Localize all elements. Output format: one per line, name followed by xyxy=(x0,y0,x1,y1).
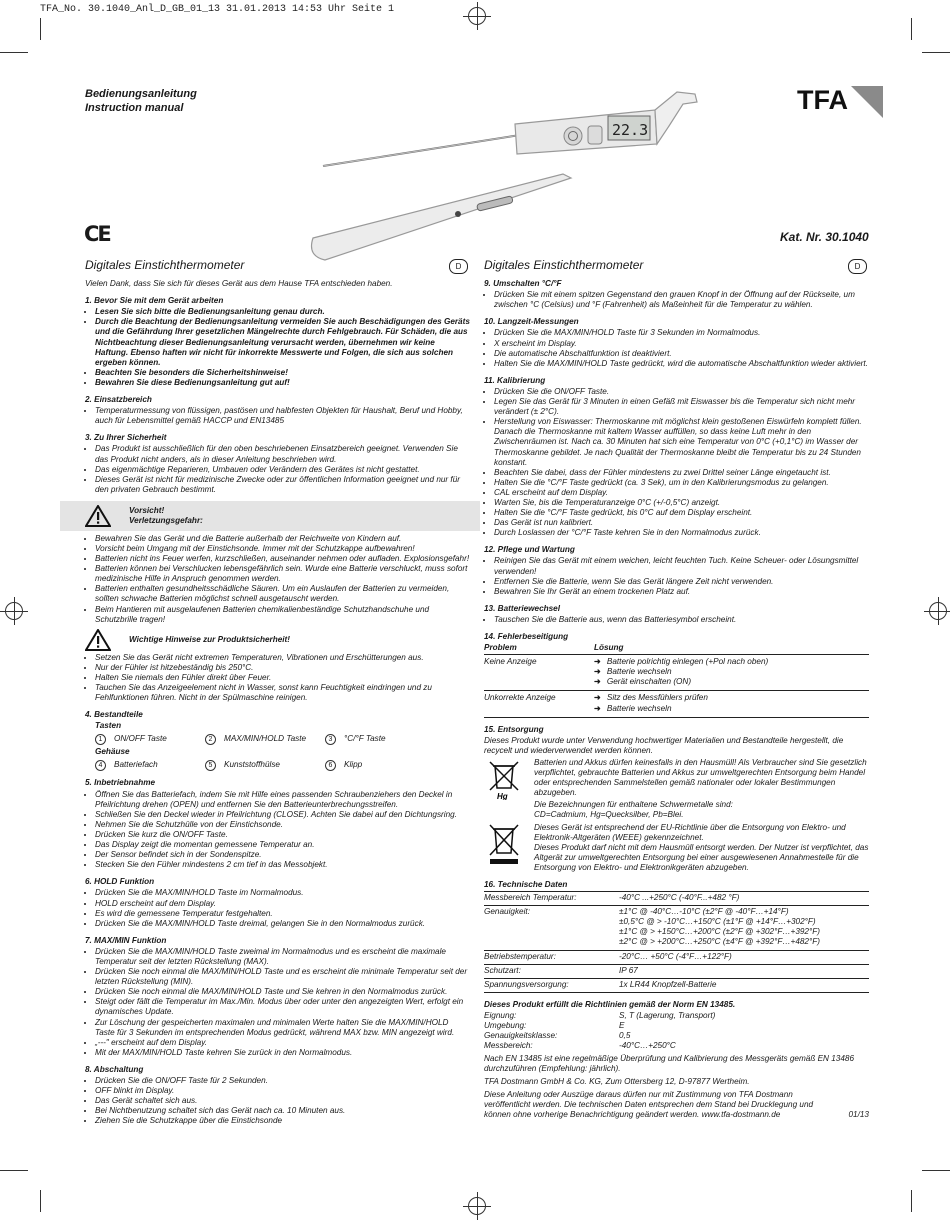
section-heading: 3. Zu Ihrer Sicherheit xyxy=(85,433,167,443)
crop-mark xyxy=(0,1170,28,1171)
troubleshooting-table xyxy=(484,643,869,718)
section-12-list xyxy=(484,556,869,596)
list-item: • Setzen Sie das Gerät nicht extremen Temperaturen, Vibrationen und Erschütterungen aus. xyxy=(95,653,470,663)
display-reading: 22.3 xyxy=(612,121,649,139)
list-item: • Bewahren Sie Ihr Gerät an einem trockenen Platz auf. xyxy=(494,587,869,597)
norm-heading: Dieses Produkt erfüllt die Richtlinien gemäß der Norm EN 13485. xyxy=(484,999,736,1009)
part-item: 6 Klipp xyxy=(325,760,455,771)
list-item: • Nur der Fühler ist hitzebeständig bis 250°C. xyxy=(95,663,470,673)
title-english: Instruction manual xyxy=(85,102,184,114)
arrow-right-icon: ➜ xyxy=(594,693,601,703)
list-item: • „---" erscheint auf dem Display. xyxy=(95,1038,470,1048)
list-item: • Durch die Beachtung der Bedienungsanleitung vermeiden Sie auch Beschädigungen des Geräts und die Gefährdung Ihrer gesetzlichen Mängelrechte durch Fehlgebrauch. Für Schäden, die aus Nichtbeachtung dieser Bedienungsanleitung verursacht werden, übernehmen wir keine Haftung. Ebenso haften wir nicht für inkorrekte Messwerte und Folgen, die sich aus solchen ergeben können. xyxy=(95,317,470,367)
list-item: • Bei Nichtbenutzung schaltet sich das Gerät nach ca. 10 Minuten aus. xyxy=(95,1106,470,1116)
warning-box xyxy=(60,501,480,531)
number-circle-icon: 6 xyxy=(325,760,336,771)
intro-text: Vielen Dank, dass Sie sich für dieses Gerät aus dem Hause TFA entschieden haben. xyxy=(85,279,393,289)
list-item: • Ziehen Sie die Schutzkappe über die Einstichsonde xyxy=(95,1116,470,1126)
safety-list xyxy=(85,653,470,703)
list-item: • Drücken Sie die MAX/MIN/HOLD Taste zweimal im Normalmodus und es erscheint die maximale Temperatur seit der letzten Rückstellung (MAX). xyxy=(95,947,470,967)
weee-bin-icon xyxy=(484,823,524,867)
language-badge: D xyxy=(848,259,867,274)
list-item: • Dieses Gerät ist nicht für medizinische Zwecke oder zur öffentlichen Information geeignet und nur für den privaten Gebrauch bestimmt. xyxy=(95,475,470,495)
table-cell: Genauigkeit: xyxy=(484,906,619,950)
number-circle-icon: 3 xyxy=(325,734,336,745)
table-row xyxy=(484,1011,869,1021)
list-item: • Tauschen Sie die Batterie aus, wenn das Batteriesymbol erscheint. xyxy=(494,615,869,625)
list-item: • Durch Loslassen der °C/°F Taste kehren Sie in den Normalmodus zurück. xyxy=(494,528,869,538)
list-item: • Tauchen Sie das Anzeigeelement nicht in Wasser, sonst kann Feuchtigkeit eindringen und zu Fehlfunktionen führen. Nicht in der Spülmaschine reinigen. xyxy=(95,683,470,703)
list-item: • Drücken Sie die MAX/MIN/HOLD Taste im Normalmodus. xyxy=(95,888,470,898)
safety-notice-heading: Wichtige Hinweise zur Produktsicherheit! xyxy=(129,634,290,644)
list-item: • Zur Löschung der gespeicherten maximalen und minimalen Werte halten Sie die MAX/MIN/HOLD Taste für 3 Sekunden im entsprechenden Modus gedrückt, während MAX bzw. MIN angezeigt wird. xyxy=(95,1018,470,1038)
list-item: • Das Gerät schaltet sich aus. xyxy=(95,1096,470,1106)
list-item: • Halten Sie die MAX/MIN/HOLD Taste gedrückt, wird die automatische Abschaltfunktion wieder aktiviert. xyxy=(494,359,869,369)
table-cell: Spannungsversorgung: xyxy=(484,978,619,992)
table-cell: ±1°C @ -40°C…-10°C (±2°F @ -40°F…+14°F) ±0,5°C @ > -10°C…+150°C (±1°F @ +14°F…+302°F) ±1°C @ > +150°C…+200°C (±2°F @ +302°F…+392°F) ±2°C @ > +200°C…+250°C (±4°F @ +392°F…+482°F) xyxy=(619,906,869,950)
list-item: • Die automatische Abschaltfunktion ist deaktiviert. xyxy=(494,349,869,359)
registration-mark-icon xyxy=(468,1197,486,1215)
list-item: • Halten Sie die °C/°F Taste gedrückt, bis 0°C auf dem Display erscheint. xyxy=(494,508,869,518)
print-slug: TFA_No. 30.1040_Anl_D_GB_01_13 31.01.2013 14:53 Uhr Seite 1 xyxy=(40,4,395,15)
table-cell: -40°C…+250°C xyxy=(619,1041,676,1051)
table-cell: Schutzart: xyxy=(484,964,619,978)
arrow-right-icon: ➜ xyxy=(594,657,601,667)
ce-mark: CE xyxy=(84,222,110,246)
table-row xyxy=(484,691,869,717)
list-item: • Batterien nicht ins Feuer werfen, kurzschließen, auseinander nehmen oder aufladen. Explosionsgefahr! xyxy=(95,554,470,564)
section-heading: 6. HOLD Funktion xyxy=(85,877,155,887)
list-item: • X erscheint im Display. xyxy=(494,339,869,349)
list-item: • OFF blinkt im Display. xyxy=(95,1086,470,1096)
list-item: • Drücken Sie die MAX/MIN/HOLD Taste für 3 Sekunden im Normalmodus. xyxy=(494,328,869,338)
table-cell: Betriebstemperatur: xyxy=(484,950,619,964)
section-heading: 13. Batteriewechsel xyxy=(484,603,561,613)
part-item: 3 °C/°F Taste xyxy=(325,734,455,745)
table-cell: ➜ Sitz des Messfühlers prüfen ➜ Batterie wechseln xyxy=(594,691,869,717)
part-item: 5 Kunststoffhülse xyxy=(205,760,325,771)
number-circle-icon: 1 xyxy=(95,734,106,745)
right-column-title: Digitales Einstichthermometer D xyxy=(484,260,869,270)
list-item: • HOLD erscheint auf dem Display. xyxy=(95,899,470,909)
section-2-list xyxy=(85,406,470,426)
page-code: 01/13 xyxy=(848,1109,869,1119)
list-item: • CAL erscheint auf dem Display. xyxy=(494,488,869,498)
title-german: Bedienungsanleitung xyxy=(85,88,197,100)
list-item: • Bewahren Sie diese Bedienungsanleitung gut auf! xyxy=(95,378,470,388)
crop-mark xyxy=(40,1190,41,1212)
list-item: • Stecken Sie den Fühler mindestens 2 cm tief in das Messobjekt. xyxy=(95,860,470,870)
list-item: • Mit der MAX/MIN/HOLD Taste kehren Sie zurück in den Normalmodus. xyxy=(95,1048,470,1058)
list-item: • Drücken Sie die ON/OFF Taste für 2 Sekunden. xyxy=(95,1076,470,1086)
list-item: • Es wird die gemessene Temperatur festgehalten. xyxy=(95,909,470,919)
battery-text: Batterien und Akkus dürfen keinesfalls in den Hausmüll! Als Verbraucher sind Sie gesetzlich verpflichtet, gebrauchte Batterien und Akkus zur umweltgerechten Entsorgung beim Handel oder entsprechenden Sammelstellen gemäß nationaler oder lokaler Bestimmungen abzugeben. xyxy=(534,757,867,798)
list-item: • Das Produkt ist ausschließlich für den oben beschriebenen Einsatzbereich geeignet. Verwenden Sie das Produkt nicht anders, als in dieser Anleitung beschrieben wird. xyxy=(95,444,470,464)
list-item: • Lesen Sie sich bitte die Bedienungsanleitung genau durch. xyxy=(95,307,470,317)
list-item: • Herstellung von Eiswasser: Thermoskanne mit möglichst klein gestoßenen Eiswürfeln komplett füllen. Danach die Thermoskanne mit kaltem Wasser auffüllen, so dass keine Luft mehr in den Zwischenräumen ist. Nach ca. 30 Minuten hat sich eine Temperatur von 0°C (+0,1°C) im Wasser der Thermoskanne gebildet. Je nach Qualität der Thermoskanne bleibt die Temperatur bis zu 24 Stunden konstant. xyxy=(494,417,869,467)
left-column-title: Digitales Einstichthermometer D xyxy=(85,260,470,270)
registration-mark-icon xyxy=(468,7,486,25)
table-row xyxy=(484,906,869,950)
section-heading: 10. Langzeit-Messungen xyxy=(484,317,579,327)
section-heading: 11. Kalibrierung xyxy=(484,375,546,385)
list-item: • Beachten Sie besonders die Sicherheitshinweise! xyxy=(95,368,470,378)
list-item: • Temperaturmessung von flüssigen, pastösen und halbfesten Objekten für Haushalt, Beruf und Hobby, auch für Lebensmittel gemäß HACCP und EN13485 xyxy=(95,406,470,426)
column-header: Lösung xyxy=(594,643,869,655)
list-item: • Bewahren Sie das Gerät und die Batterie außerhalb der Reichweite von Kindern auf. xyxy=(95,534,470,544)
part-item: 2 MAX/MIN/HOLD Taste xyxy=(205,734,325,745)
norm-table xyxy=(484,1011,869,1051)
table-cell: Eignung: xyxy=(484,1010,517,1020)
list-item: • Öffnen Sie das Batteriefach, indem Sie mit Hilfe eines passenden Schraubenziehers den Deckel in Pfeilrichtung drehen (OPEN) und entfernen Sie den Batterieunterbrechungsstreifen. xyxy=(95,790,470,810)
tfa-logo xyxy=(795,84,883,118)
section-heading: 8. Abschaltung xyxy=(85,1064,144,1074)
section-heading: 1. Bevor Sie mit dem Gerät arbeiten xyxy=(85,296,224,306)
section-heading: 15. Entsorgung xyxy=(484,724,544,734)
list-item: • Warten Sie, bis die Temperaturanzeige 0°C (+/-0,5°C) anzeigt. xyxy=(494,498,869,508)
table-cell: Umgebung: xyxy=(484,1021,527,1030)
list-item: • Beachten Sie dabei, dass der Fühler mindestens zu zwei Drittel seiner Länge eingetaucht ist. xyxy=(494,468,869,478)
table-cell: IP 67 xyxy=(619,964,869,978)
warning-line-2: Verletzungsgefahr: xyxy=(129,515,203,525)
section-heading: 4. Bestandteile xyxy=(85,710,143,720)
table-row xyxy=(484,892,869,906)
section-heading: 7. MAX/MIN Funktion xyxy=(85,935,167,945)
table-cell: E xyxy=(619,1021,625,1030)
list-item: • Halten Sie niemals den Fühler direkt über Feuer. xyxy=(95,673,470,683)
svg-text:Hg: Hg xyxy=(497,791,508,800)
crop-mark xyxy=(0,52,28,53)
arrow-right-icon: ➜ xyxy=(594,667,601,677)
registration-mark-icon xyxy=(5,602,23,620)
list-item: • Das eigenmächtige Reparieren, Umbauen oder Verändern des Gerätes ist nicht gestattet. xyxy=(95,465,470,475)
list-item: • Nehmen Sie die Schutzhülle von der Einstichsonde. xyxy=(95,820,470,830)
section-11-list xyxy=(484,387,869,538)
document-title xyxy=(85,87,197,115)
battery-text-3: CD=Cadmium, Hg=Quecksilber, Pb=Blei. xyxy=(534,810,684,820)
part-item: 4 Batteriefach xyxy=(95,760,205,771)
table-row xyxy=(484,978,869,992)
weee-text-2: Dieses Produkt darf nicht mit dem Hausmüll entsorgt werden. Der Nutzer ist verpflichtet, das Altgerät zur umweltgerechten Entsorgung bei einer ausgewiesenen Annahmestelle für die Entsorgung von Elektro- und Elektronikgeräten abzugeben. xyxy=(534,842,869,872)
table-cell: ➜ Batterie polrichtig einlegen (+Pol nach oben) ➜ Batterie wechseln ➜ Gerät einschalten (ON) xyxy=(594,655,869,691)
company-address: TFA Dostmann GmbH & Co. KG, Zum Ottersberg 12, D-97877 Wertheim. xyxy=(484,1077,750,1087)
disposal-intro: Dieses Produkt wurde unter Verwendung hochwertiger Materialien und Bestandteile hergestellt, die recycelt und wiederverwendet werden können. xyxy=(484,735,844,755)
table-cell: Messbereich Temperatur: xyxy=(484,892,619,906)
table-cell: Keine Anzeige xyxy=(484,655,594,691)
crop-mark xyxy=(911,18,912,40)
section-13-list xyxy=(484,615,869,625)
table-row xyxy=(484,655,869,691)
language-badge: D xyxy=(449,259,468,274)
list-item: • Drücken Sie noch einmal die MAX/MIN/HOLD Taste und es erscheint die minimale Temperatur seit der letzten Rückstellung (MIN). xyxy=(95,967,470,987)
section-heading: 12. Pflege und Wartung xyxy=(484,545,575,555)
list-item: • Halten Sie die °C/°F Taste gedrückt (ca. 3 Sek), um in den Kalibrierungsmodus zu gelangen. xyxy=(494,478,869,488)
section-heading: 16. Technische Daten xyxy=(484,879,568,889)
right-column xyxy=(484,260,869,1120)
section-9-list xyxy=(484,290,869,310)
crossed-bin-battery-icon xyxy=(484,758,524,800)
warning-triangle-icon xyxy=(85,629,111,651)
list-item: • Das Display zeigt die momentan gemessene Temperatur an. xyxy=(95,840,470,850)
list-item: • Reinigen Sie das Gerät mit einem weichen, leicht feuchten Tuch. Keine Scheuer- oder Lösungsmittel verwenden! xyxy=(494,556,869,576)
weee-text: Dieses Gerät ist entsprechend der EU-Richtlinie über die Entsorgung von Elektro- und Elektronik-Altgeräten (WEEE) gekennzeichnet. xyxy=(534,822,846,842)
list-item: • Batterien enthalten gesundheitsschädliche Säuren. Um ein Auslaufen der Batterien zu vermeiden, sollten schwache Batterien möglichst schnell ausgetauscht werden. xyxy=(95,584,470,604)
table-cell: Messbereich: xyxy=(484,1041,533,1051)
list-item: • Legen Sie das Gerät für 3 Minuten in einen Gefäß mit Eiswasser bis die Temperatur sich nicht mehr verändert (± 2°C). xyxy=(494,397,869,417)
keys-list xyxy=(95,734,470,745)
section-8-list xyxy=(85,1076,470,1126)
list-item: • Batterien können bei Verschlucken lebensgefährlich sein. Wurde eine Batterie verschluckt, muss sofort medizinische Hilfe in Anspruch genommen werden. xyxy=(95,564,470,584)
column-header: Problem xyxy=(484,643,594,655)
list-item: • Drücken Sie mit einem spitzen Gegenstand den grauen Knopf in der Öffnung auf der Rückseite, um zwischen °C (Celsius) und °F (Fahrenheit) als Maßeinheit für die Temperatur zu wählen. xyxy=(494,290,869,310)
table-cell: Genauigkeitsklasse: xyxy=(484,1031,558,1041)
list-item: • Entfernen Sie die Batterie, wenn Sie das Gerät längere Zeit nicht verwenden. xyxy=(494,577,869,587)
number-circle-icon: 4 xyxy=(95,760,106,771)
section-heading: 9. Umschalten °C/°F xyxy=(484,279,562,289)
list-item: • Drücken Sie die ON/OFF Taste. xyxy=(494,387,869,397)
section-5-list xyxy=(85,790,470,871)
table-cell: Unkorrekte Anzeige xyxy=(484,691,594,717)
subheading-housing: Gehäuse xyxy=(95,747,130,757)
table-cell: -20°C… +50°C (-4°F…+122°F) xyxy=(619,950,869,964)
warning-line-1: Vorsicht! xyxy=(129,505,165,515)
number-circle-icon: 2 xyxy=(205,734,216,745)
logo-text: TFA xyxy=(797,85,848,115)
table-row xyxy=(484,1021,869,1031)
section-heading: 2. Einsatzbereich xyxy=(85,395,152,405)
battery-disposal xyxy=(484,758,869,821)
crop-mark xyxy=(911,1190,912,1212)
table-cell: 0,5 xyxy=(619,1031,631,1041)
table-header-row xyxy=(484,643,869,655)
legal-footer xyxy=(484,1090,869,1120)
warning-triangle-icon xyxy=(85,505,111,527)
catalog-number: Kat. Nr. 30.1040 xyxy=(780,230,869,244)
section-heading: 14. Fehlerbeseitigung xyxy=(484,632,569,641)
technical-data-table xyxy=(484,891,869,993)
table-cell: S, T (Lagerung, Transport) xyxy=(619,1010,716,1020)
section-6-list xyxy=(85,888,470,928)
legal-text: Diese Anleitung oder Auszüge daraus dürfen nur mit Zustimmung von TFA Dostmann veröffentlicht werden. Die technischen Daten entsprechen dem Stand bei Drucklegung und können ohne vorherige Benachrichtigung geändert werden. www.tfa-dostmann.de xyxy=(484,1089,814,1119)
crop-mark xyxy=(922,52,950,53)
section-1-list xyxy=(85,307,470,388)
list-item: • Drücken Sie die MAX/MIN/HOLD Taste dreimal, gelangen Sie in den Normalmodus zurück. xyxy=(95,919,470,929)
number-circle-icon: 5 xyxy=(205,760,216,771)
housing-list xyxy=(95,760,470,771)
registration-mark-icon xyxy=(929,602,947,620)
subheading-keys: Tasten xyxy=(95,721,122,731)
arrow-right-icon: ➜ xyxy=(594,703,601,713)
list-item: • Schließen Sie den Deckel wieder in Pfeilrichtung (CLOSE). Achten Sie dabei auf den Dichtungsring. xyxy=(95,810,470,820)
table-cell: -40°C ...+250°C (-40°F...+482 °F) xyxy=(619,892,869,906)
warning-list xyxy=(85,534,470,625)
part-item: 1 ON/OFF Taste xyxy=(95,734,205,745)
section-10-list xyxy=(484,328,869,368)
list-item: • Steigt oder fällt die Temperatur im Max./Min. Modus über oder unter den angezeigten Wert, erfolgt ein dynamisches Update. xyxy=(95,997,470,1017)
weee-disposal xyxy=(484,823,869,873)
safety-notice xyxy=(85,629,470,651)
list-item: • Der Sensor befindet sich in der Sondenspitze. xyxy=(95,850,470,860)
section-7-list xyxy=(85,947,470,1058)
section-3-list xyxy=(85,444,470,494)
list-item: • Beim Hantieren mit ausgelaufenen Batterien chemikalienbeständige Schutzhandschuhe und Schutzbrille tragen! xyxy=(95,605,470,625)
table-cell: 1x LR44 Knopfzell-Batterie xyxy=(619,978,869,992)
crop-mark xyxy=(40,18,41,40)
left-column xyxy=(85,260,470,1126)
norm-note: Nach EN 13485 ist eine regelmäßige Überprüfung und Kalibrierung des Messgeräts gemäß EN 13486 durchzuführen (Empfehlung: jährlich). xyxy=(484,1054,855,1074)
battery-text-2: Die Bezeichnungen für enthaltene Schwermetalle sind: xyxy=(534,800,733,810)
crop-mark xyxy=(922,1170,950,1171)
product-image xyxy=(305,88,715,268)
table-row xyxy=(484,964,869,978)
section-heading: 5. Inbetriebnahme xyxy=(85,778,156,788)
table-row xyxy=(484,1031,869,1041)
list-item: • Drücken Sie kurz die ON/OFF Taste. xyxy=(95,830,470,840)
table-row xyxy=(484,1041,869,1051)
list-item: • Drücken Sie noch einmal die MAX/MIN/HOLD Taste und Sie kehren in den Normalmodus zurück. xyxy=(95,987,470,997)
arrow-right-icon: ➜ xyxy=(594,677,601,687)
list-item: • Vorsicht beim Umgang mit der Einstichsonde. Immer mit der Schutzkappe aufbewahren! xyxy=(95,544,470,554)
list-item: • Das Gerät ist nun kalibriert. xyxy=(494,518,869,528)
table-row xyxy=(484,950,869,964)
